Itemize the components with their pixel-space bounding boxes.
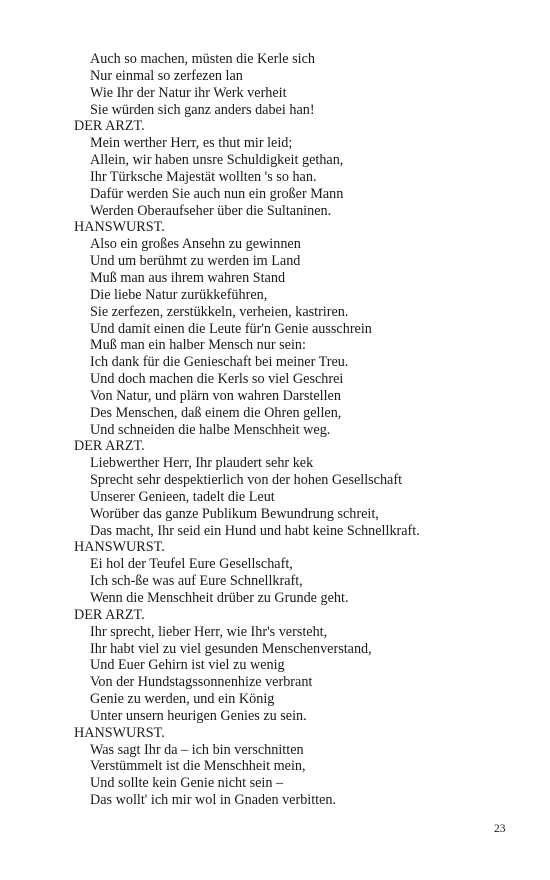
verse-line: Mein werther Herr, es thut mir leid; [90,135,293,152]
verse-line: Wie Ihr der Natur ihr Werk verheit [90,84,287,101]
speaker-name: HANSWURST. [74,724,165,741]
verse-line: Nur einmal so zerfezen lan [90,67,243,84]
verse-line: Ich dank für die Genieschaft bei meiner Treu. [90,354,349,371]
verse-line: Genie zu werden, und ein König [90,691,275,708]
speaker-name: HANSWURST. [74,539,165,556]
verse-line: Muß man ein halber Mensch nur sein: [90,337,306,354]
verse-line: Sie zerfezen, zerstükkeln, verheien, kastriren. [90,303,349,320]
verse-line: Wenn die Menschheit drüber zu Grunde geht. [90,590,349,606]
page-number: 23 [494,823,506,835]
verse-line: Und Euer Gehirn ist viel zu wenig [90,657,285,674]
speaker-name: DER ARZT. [74,118,145,135]
verse-line: Und um berühmt zu werden im Land [90,253,301,270]
verse-line: Unter unsern heurigen Genies zu sein. [90,707,307,724]
speaker-name: DER ARZT. [74,606,145,623]
verse-line: Ich sch-ße was auf Eure Schnellkraft, [90,573,303,590]
verse-line: Was sagt Ihr da – ich bin verschnitten [90,741,304,758]
verse-line: Die liebe Natur zurükkeführen, [90,286,268,303]
dialogue-text [74,51,534,809]
verse-line: Und damit einen die Leute für'n Genie ausschrein [90,320,372,337]
verse-line: Unserer Genieen, tadelt die Leut [90,488,275,505]
verse-line: Ei hol der Teufel Eure Gesellschaft, [90,556,293,573]
verse-line: Allein, wir haben unsre Schuldigkeit gethan, [90,152,344,169]
verse-line: Werden Oberaufseher über die Sultaninen. [90,202,332,219]
verse-line: Und doch machen die Kerls so viel Geschrei [90,371,344,388]
verse-line: Das wollt' ich mir wol in Gnaden verbitten. [90,792,337,809]
speaker-name: HANSWURST. [74,219,165,236]
verse-line: Liebwerther Herr, Ihr plaudert sehr kek [90,455,314,472]
verse-line: Dafür werden Sie auch nun ein großer Mann [90,185,344,202]
verse-line: Sprecht sehr despektierlich von der hohen Gesellschaft [90,472,403,489]
verse-line: Ihr habt viel zu viel gesunden Menschenverstand, [90,640,372,657]
verse-line: Ihr sprecht, lieber Herr, wie Ihr's versteht, [90,623,328,640]
verse-line: Das macht, Ihr seid ein Hund und habt keine Schnellkraft. [90,522,420,539]
verse-line: Worüber das ganze Publikum Bewundrung schreit, [90,505,379,522]
verse-line: Verstümmelt ist die Menschheit mein, [90,758,306,775]
verse-line: Des Menschen, daß einem die Ohren gellen, [90,404,342,421]
verse-line: Und sollte kein Genie nicht sein – [90,775,284,792]
verse-line: Muß man aus ihrem wahren Stand [90,269,286,286]
verse-line: Ihr Türksche Majestät wollten 's so han. [90,168,317,185]
speaker-name: DER ARZT. [74,438,145,455]
verse-line: Von Natur, und plärn von wahren Darstellen [90,387,341,404]
verse-line: Von der Hundstagssonnenhize verbrant [90,674,313,691]
verse-line: Sie würden sich ganz anders dabei han! [90,101,315,118]
verse-line: Auch so machen, müsten die Kerle sich [90,51,315,67]
verse-line: Also ein großes Ansehn zu gewinnen [90,236,301,253]
verse-line: Und schneiden die halbe Menschheit weg. [90,421,331,438]
